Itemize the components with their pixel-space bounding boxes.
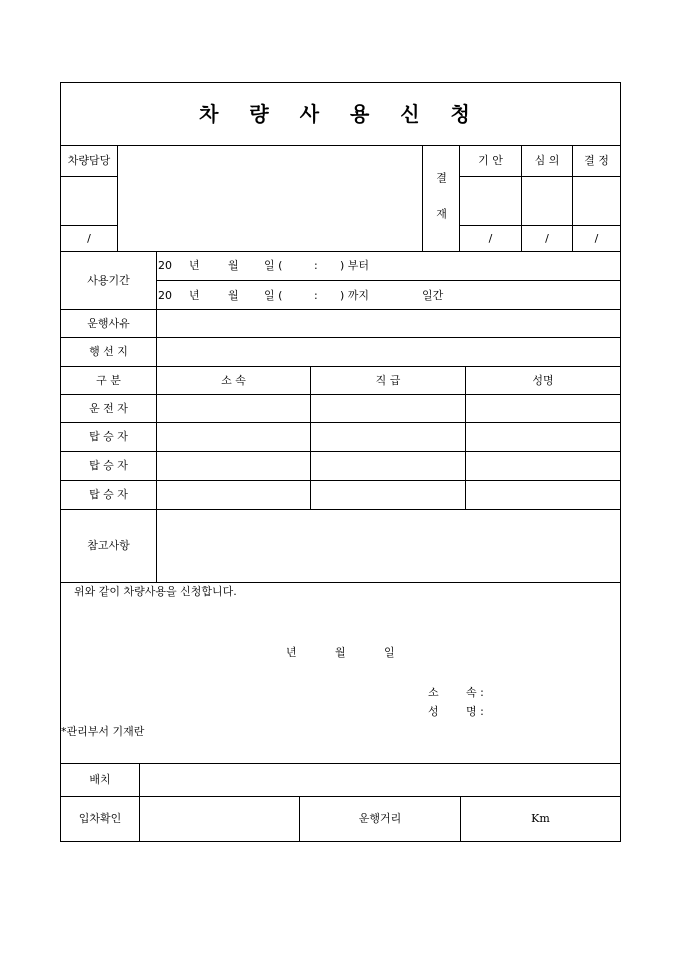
period-to-field[interactable] [156,280,621,310]
row-label-passenger: 탑 승 자 [89,459,128,473]
driver-rank-field[interactable] [310,394,466,423]
approval-date-slash: / [545,231,549,245]
period-to-time-colon: : [314,289,318,302]
name-header: 성명 [532,373,554,387]
destination-label: 행 선 지 [89,345,128,359]
passenger1-affiliation-field[interactable] [156,422,311,452]
period-from-day-label: 일 ( [264,259,283,272]
period-to-month-label: 월 [228,289,239,302]
approval-date-decision[interactable] [572,225,621,252]
dispatch-label: 배치 [89,773,111,787]
period-from-field[interactable] [156,251,621,281]
rank-header: 직 급 [375,373,401,387]
passenger2-name-field[interactable] [465,451,621,481]
passenger3-affiliation-field[interactable] [156,480,311,510]
return-check-label-cell [60,796,140,842]
table-row [60,422,157,452]
dispatch-field[interactable] [139,763,621,797]
reason-field[interactable] [156,309,621,338]
distance-field[interactable] [460,796,621,842]
signature-affiliation-label-2: 속 : [466,686,484,699]
return-check-label: 입차확인 [78,812,122,826]
signature-affiliation-label-1: 소 [428,686,439,699]
affiliation-header: 소 속 [221,373,246,387]
row-label-passenger: 탑 승 자 [89,488,128,502]
approval-sign-review[interactable] [521,176,573,226]
approval-date-draft[interactable] [459,225,522,252]
driver-affiliation-field[interactable] [156,394,311,423]
period-to-year-label: 년 [189,289,200,302]
date-day-label: 일 [384,646,395,659]
notes-label-cell [60,509,157,583]
table-header-affiliation [156,366,311,395]
signature-name-label-1: 성 [428,705,439,718]
table-row [60,394,157,423]
manager-sign-field[interactable] [60,176,118,226]
approval-date-slash: / [488,231,493,245]
approval-draft-label: 기 안 [478,154,503,168]
passenger3-rank-field[interactable] [310,480,466,510]
notes-label: 참고사항 [87,539,130,553]
period-from-year-label: 년 [189,259,200,272]
table-row [60,480,157,510]
period-label: 사용기간 [87,273,130,287]
destination-label-cell [60,337,157,367]
distance-label-cell [299,796,461,842]
table-header-name [465,366,621,395]
approval-date-slash: / [594,231,599,245]
approval-label: 결 재 [434,172,448,225]
approval-sign-decision[interactable] [572,176,621,226]
title-box [60,82,621,146]
manager-date-cell[interactable] [60,225,118,252]
table-header-category [60,366,157,395]
approval-header-draft [459,145,522,177]
row-label-driver: 운 전 자 [89,401,128,415]
manager-label-cell [60,145,118,177]
period-from-year-prefix: 20 [158,259,172,272]
category-header: 구 분 [96,373,121,387]
manager-label: 차량담당 [67,154,111,168]
page-title: 차 량 사 용 신 청 [199,102,482,126]
driver-name-field[interactable] [465,394,621,423]
statement-text: 위와 같이 차량사용을 신청합니다. [74,585,237,598]
approval-sign-draft[interactable] [459,176,522,226]
manager-detail-field[interactable] [117,145,423,252]
distance-unit: Km [531,812,550,826]
period-from-suffix: ) 부터 [340,259,370,272]
signature-name-label-2: 명 : [466,705,484,718]
admin-note: *관리부서 기재란 [61,725,145,738]
row-label-passenger: 탑 승 자 [89,430,128,444]
approval-header-decision [572,145,621,177]
return-check-field[interactable] [139,796,300,842]
period-from-time-colon: : [314,259,318,272]
period-label-cell [60,251,157,310]
period-to-day-label: 일 ( [264,289,283,302]
destination-field[interactable] [156,337,621,367]
table-row [60,451,157,481]
date-year-label: 년 [286,646,297,659]
approval-label-cell [422,145,460,252]
passenger3-name-field[interactable] [465,480,621,510]
manager-date-slash: / [87,231,91,245]
passenger2-affiliation-field[interactable] [156,451,311,481]
reason-label-cell [60,309,157,338]
notes-field[interactable] [156,509,621,583]
approval-date-review[interactable] [521,225,573,252]
approval-decision-label: 결 정 [584,154,609,168]
period-to-suffix: ) 까지 [340,289,370,302]
period-from-month-label: 월 [228,259,239,272]
passenger1-name-field[interactable] [465,422,621,452]
approval-header-review [521,145,573,177]
passenger1-rank-field[interactable] [310,422,466,452]
passenger2-rank-field[interactable] [310,451,466,481]
date-month-label: 월 [335,646,346,659]
dispatch-label-cell [60,763,140,797]
distance-label: 운행거리 [358,812,402,826]
period-to-year-prefix: 20 [158,289,172,302]
reason-label: 운행사유 [87,316,130,330]
table-header-rank [310,366,466,395]
period-days-label: 일간 [422,289,444,302]
approval-review-label: 심 의 [534,154,560,168]
